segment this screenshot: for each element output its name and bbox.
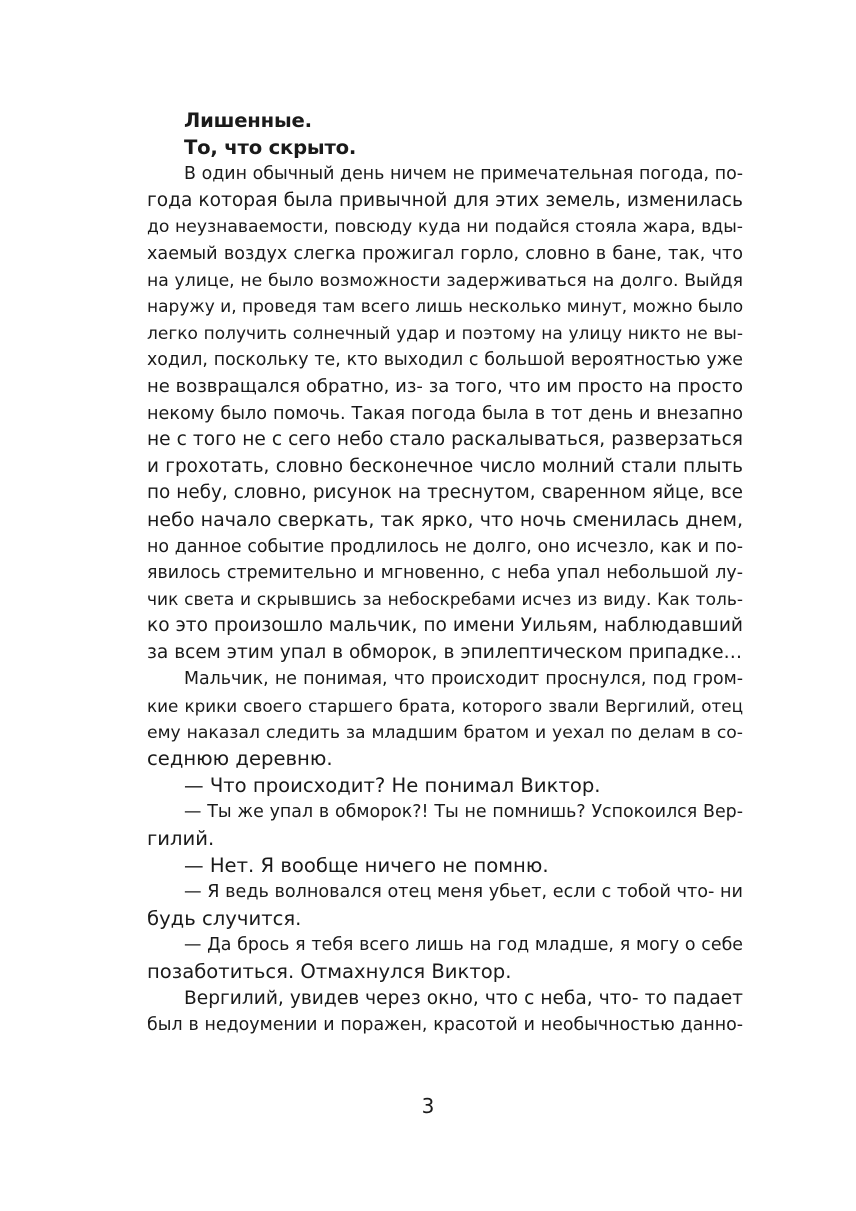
text-line: но данное событие продлилось не долго, оно исчезло, как и по- <box>147 536 743 557</box>
text-line: легко получить солнечный удар и поэтому на улицу никто не вы- <box>147 323 743 344</box>
dialogue-line: — Да брось я тебя всего лишь на год младше, я могу о себе <box>184 935 743 956</box>
text-line: ходил, поскольку те, кто выходил с большой вероятностью уже <box>147 350 743 371</box>
dialogue-line: — Нет. Я вообще ничего не помню. <box>184 853 549 877</box>
text-line: не с того не с сего небо стало раскалываться, разверзаться <box>147 429 743 451</box>
page-number: 3 <box>421 1094 435 1118</box>
dialogue-line: — Я ведь волновался отец меня убьет, если с тобой что- ни <box>184 882 743 903</box>
text-line: В один обычный день ничем не примечательная погода, по- <box>184 164 743 185</box>
chapter-subtitle: То, что скрыто. <box>184 135 357 159</box>
text-line: на улице, не было возможности задерживаться на долго. Выйдя <box>147 270 743 291</box>
text-line: ему наказал следить за младшим братом и уехал по делам в со- <box>147 722 743 743</box>
text-line: Вергилий, увидев через окно, что с неба, что- то падает <box>184 987 743 1009</box>
text-line: хаемый воздух слегка прожигал горло, словно в бане, так, что <box>147 243 743 264</box>
dialogue-line: будь случится. <box>147 906 302 930</box>
text-line: года которая была привычной для этих земель, изменилась <box>147 189 743 211</box>
dialogue-line: — Что происходит? Не понимал Виктор. <box>184 773 601 797</box>
text-line: по небу, словно, рисунок на треснутом, сваренном яйце, все <box>147 482 743 504</box>
text-line: не возвращался обратно, из- за того, что им просто на просто <box>147 375 743 397</box>
text-line: наружу и, проведя там всего лишь несколько минут, можно было <box>147 297 744 318</box>
text-line: до неузнаваемости, повсюду куда ни подайся стояла жара, вды- <box>147 217 743 238</box>
page-text <box>147 108 743 1039</box>
dialogue-line: гилий. <box>147 827 215 851</box>
text-line: некому было помочь. Такая погода была в тот день и внезапно <box>147 403 743 424</box>
text-line: седнюю деревню. <box>147 747 333 771</box>
text-line: небо начало сверкать, так ярко, что ночь сменилась днем, <box>147 508 743 531</box>
dialogue-line: — Ты же упал в обморок?! Ты не помнишь? Успокоился Вер- <box>184 802 743 823</box>
text-line: был в недоумении и поражен, красотой и необычностью данно- <box>147 1015 743 1036</box>
text-line: кие крики своего старшего брата, которого звали Вергилий, отец <box>147 696 743 717</box>
text-line: за всем этим упал в обморок, в эпилептическом припадке… <box>147 641 743 663</box>
text-line: и грохотать, словно бесконечное число молний стали плыть <box>147 455 743 477</box>
chapter-title: Лишенные. <box>184 109 312 132</box>
text-line: ко это произошло мальчик, по имени Уильям, наблюдавший <box>147 615 743 637</box>
text-line: явилось стремительно и мгновенно, с неба упал небольшой лу- <box>147 563 743 584</box>
text-line: Мальчик, не понимая, что происходит проснулся, под гром- <box>184 669 743 690</box>
dialogue-line: позаботиться. Отмахнулся Виктор. <box>147 960 512 983</box>
text-line: чик света и скрывшись за небоскребами исчез из виду. Как толь- <box>147 589 743 610</box>
